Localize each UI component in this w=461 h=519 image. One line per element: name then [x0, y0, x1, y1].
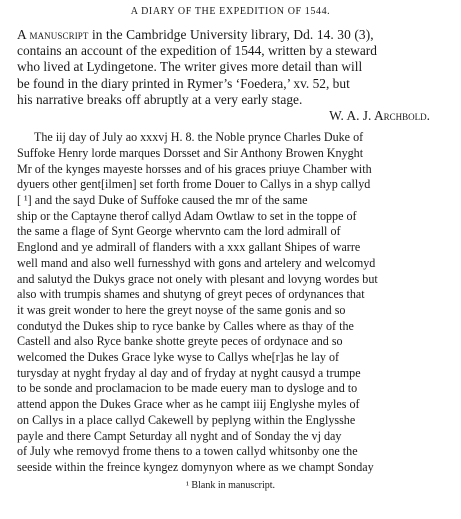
diary-line: ship or the Captayne therof callyd Adam Owtlaw to set in the toppe of — [17, 208, 357, 223]
intro-line — [17, 27, 444, 43]
diary-line: Castell and also Ryce banke shotte greyte peces of ordynace and so — [17, 334, 343, 349]
intro-line: contains an account of the expedition of 1544, written by a steward — [17, 43, 377, 59]
intro-line: his narrative breaks off abruptly at a very early stage. — [17, 91, 303, 107]
intro-text: A — [17, 27, 30, 42]
diary-line: dyuers other gent[ilmen] set forth frome Douer to Callys in a shyp callyd — [17, 177, 371, 192]
diary-line: The iij day of July ao xxxvj H. 8. the Noble prynce Charles Duke of — [34, 130, 364, 145]
diary-line: of July whe removyd frome thens to a towen callyd whitsonby one the — [17, 444, 358, 459]
intro-paragraph — [17, 27, 444, 108]
diary-line: [ ¹] and the sayd Duke of Suffoke caused the mr of the same — [17, 193, 308, 208]
page-heading: A DIARY OF THE EXPEDITION OF 1544. — [130, 6, 331, 17]
diary-line: also with trumpis shames and shutyng of greyt peces of ordynances that — [17, 287, 365, 302]
intro-line: be found in the diary printed in Rymer’s ‘Foedera,’ xv. 52, but — [17, 75, 350, 91]
diary-line: Englond and ye admirall of flanders with a xxx gallant Shipes of warre — [17, 240, 361, 255]
diary-text — [17, 130, 444, 475]
diary-line: well mand and also well furnesshyd with gons and artelery and welcomyd — [17, 255, 376, 270]
footnote: ¹ Blank in manuscript. — [185, 479, 276, 491]
diary-line: the same a flage of Synt George whervnto cam the lord admirall of — [17, 224, 341, 239]
diary-line: seeside within the freince kyngez domynyon where as we champt Sonday — [17, 459, 374, 474]
diary-line: on Callys in a place callyd Cakewell by peplyng within the Englysshe — [17, 412, 356, 427]
diary-line: Mr of the kynges mayeste horsses and of his graces priuye Chamber with — [17, 161, 372, 176]
diary-line: and salutyd the Dukys grace not onely with plesant and lovyng wordes but — [17, 271, 378, 286]
signature: W. A. J. Archbold. — [329, 108, 430, 124]
intro-text: in the Cambridge University library, Dd. 14. 30 (3), — [88, 27, 374, 42]
diary-line: to be sonde and proclamacion to be made euery man to dysloge and to — [17, 381, 358, 396]
diary-line: Suffoke Henry lorde marques Dorsset and Sir Anthony Browen Knyght — [17, 145, 364, 160]
diary-line: turysday at nyght fryday al day and of fryday at nyght causyd a trumpe — [17, 365, 361, 380]
intro-line: who lived at Lydingetone. The writer gives more detail than will — [17, 59, 363, 75]
diary-line: payle and there Campt Seturday all nyght and of Sonday the vj day — [17, 428, 342, 443]
diary-line: it was greit wonder to here the greyt noyse of the same gonis and so — [17, 302, 346, 317]
intro-smallcaps: manuscript — [29, 27, 89, 42]
diary-line: condutyd the Dukes ship to ryce banke by Calles where as thay of the — [17, 318, 354, 333]
diary-line: welcomed the Dukes Grace lyke wyse to Callys whe[r]as he lay of — [17, 350, 340, 365]
diary-line: attend appon the Dukes Grace wher as he campt iiij Englyshe myles of — [17, 397, 360, 412]
